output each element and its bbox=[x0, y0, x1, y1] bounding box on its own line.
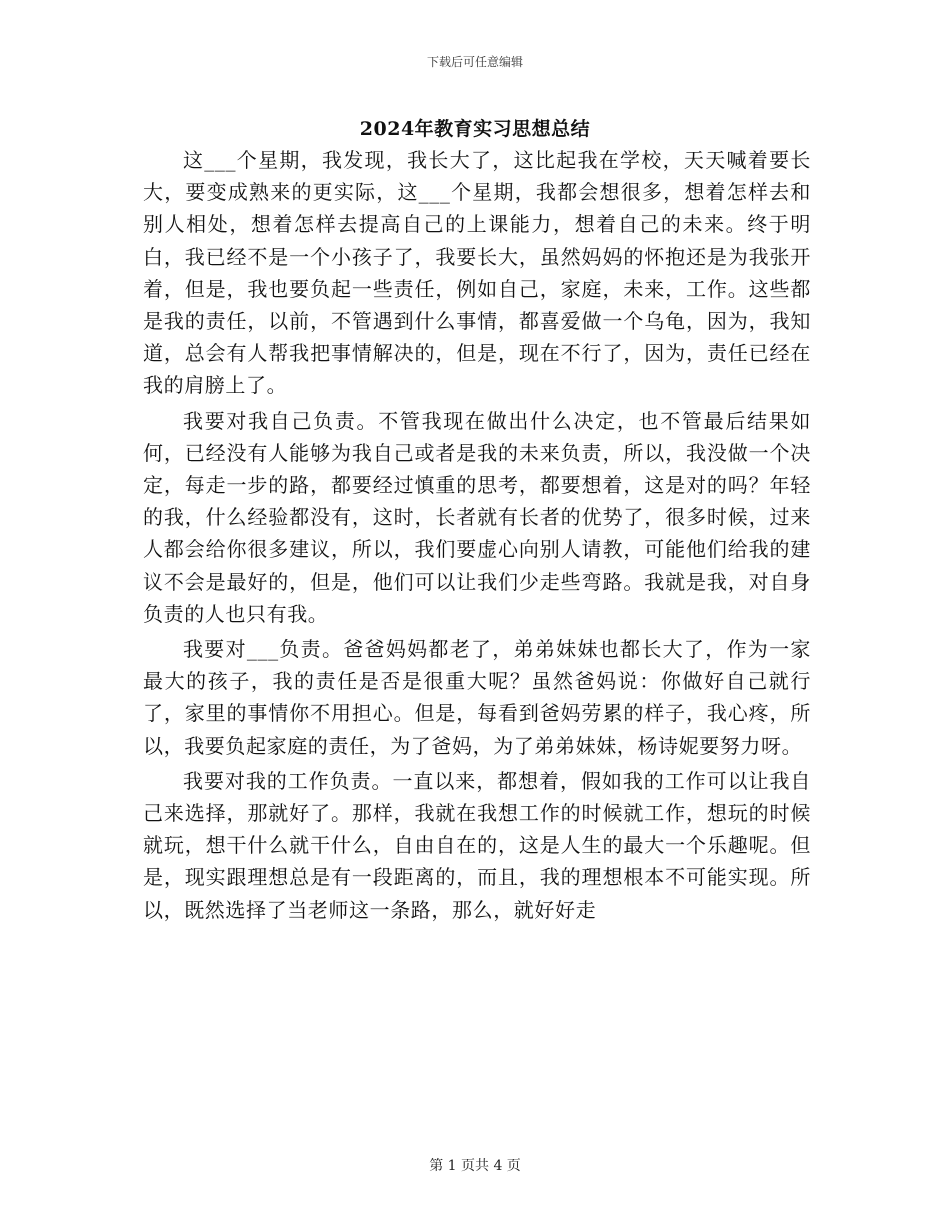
paragraph-4: 我要对我的工作负责。一直以来，都想着，假如我的工作可以让我自己来选择，那就好了。那样，我就在我想工作的时候就工作，想玩的时候就玩，想干什么就干什么，自由自在的，这是人生的最大一个乐趣呢。但是，现实跟理想总是有一段距离的，而且，我的理想根本不可能实现。所以，既然选择了当老师这一条路，那么，就好好走 bbox=[143, 768, 811, 922]
paragraph-2: 我要对我自己负责。不管我现在做出什么决定，也不管最后结果如何，已经没有人能够为我自己或者是我的未来负责，所以，我没做一个决定，每走一步的路，都要经过慎重的思考，都要想着，这是对的吗？年轻的我，什么经验都没有，这时，长者就有长者的优势了，很多时候，过来人都会给你很多建议，所以，我们要虚心向别人请教，可能他们给我的建议不会是最好的，但是，他们可以让我们少走些弯路。我就是我，对自身负责的人也只有我。 bbox=[143, 408, 811, 626]
page-number-footer: 第 1 页共 4 页 bbox=[429, 1158, 521, 1174]
header-note: 下载后可任意编辑 bbox=[426, 55, 523, 69]
document-title: 2024年教育实习思想总结 bbox=[359, 118, 591, 140]
paragraph-1: 这___个星期，我发现，我长大了，这比起我在学校，天天喊着要长大，要变成熟来的更实际，这___个星期，我都会想很多，想着怎样去和别人相处，想着怎样去提高自己的上课能力，想着自己的未来。终于明白，我已经不是一个小孩子了，我要长大，虽然妈妈的怀抱还是为我张开着，但是，我也要负起一些责任，例如自己，家庭，未来，工作。这些都是我的责任，以前，不管遇到什么事情，都喜爱做一个乌龟，因为，我知道，总会有人帮我把事情解决的，但是，现在不行了，因为，责任已经在我的肩膀上了。 bbox=[143, 148, 811, 398]
paragraph-3: 我要对___负责。爸爸妈妈都老了，弟弟妹妹也都长大了，作为一家最大的孩子，我的责任是否是很重大呢？虽然爸妈说：你做好自己就行了，家里的事情你不用担心。但是，每看到爸妈劳累的样子，我心疼，所以，我要负起家庭的责任，为了爸妈，为了弟弟妹妹，杨诗妮要努力呀。 bbox=[143, 637, 811, 758]
document-body bbox=[143, 144, 811, 929]
